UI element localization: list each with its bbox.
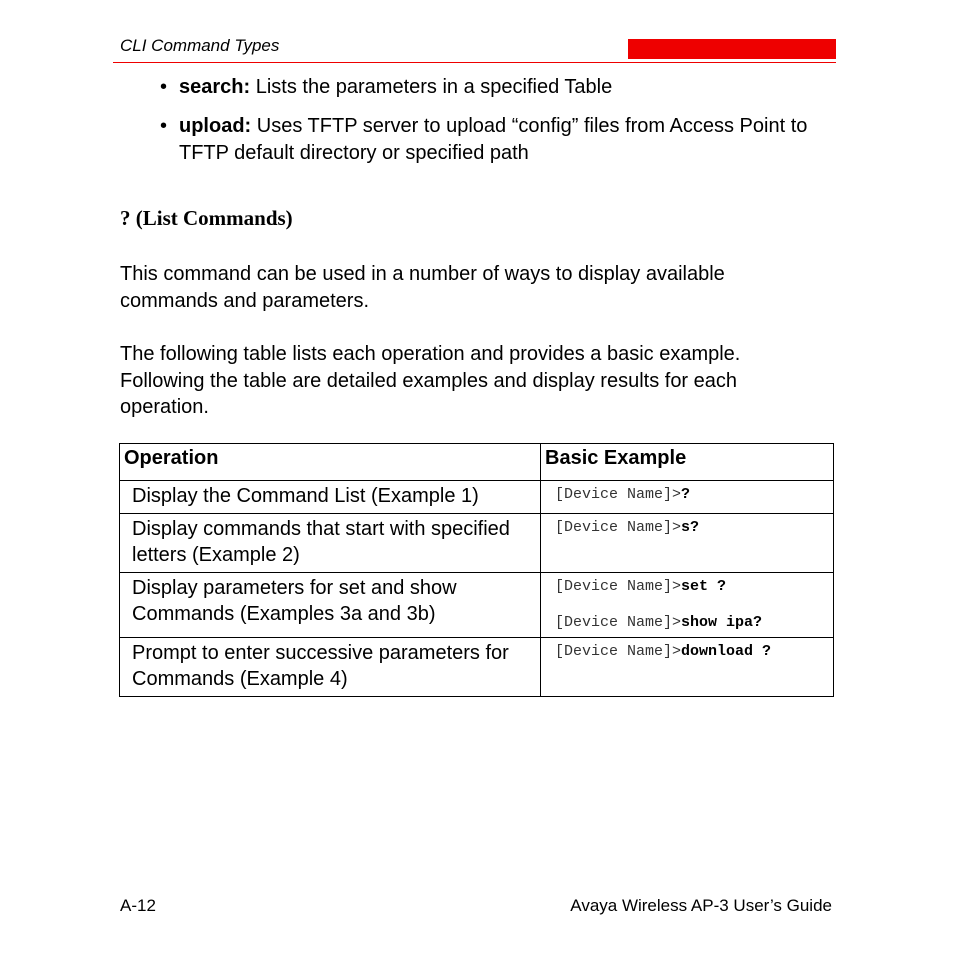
table-row [120,573,834,638]
bullet-text: Lists the parameters in a specified Table [255,76,613,98]
section-heading: ? (List Commands) [120,206,293,230]
running-header-title: CLI Command Types [120,36,280,55]
example-command: set ? [681,578,727,595]
operation-cell: Display parameters for set and show Commands (Examples 3a and 3b) [120,573,541,638]
example-line [555,642,825,662]
example-command: show ipa? [681,614,763,631]
book-title: Avaya Wireless AP-3 User’s Guide [570,896,832,915]
example-line [555,577,825,597]
example-prompt: [Device Name]> [555,614,682,631]
bullet-text: Uses TFTP server to upload “config” files from Access Point to TFTP default directory or specified path [179,115,808,164]
header-rule [113,62,836,63]
intro-paragraph: This command can be used in a number of ways to display available commands and parameters. [120,263,725,312]
operation-cell: Display the Command List (Example 1) [120,481,541,514]
example-cell [541,573,834,638]
page-number: A-12 [120,896,156,915]
table-row [120,481,834,514]
example-prompt: [Device Name]> [555,643,682,660]
example-line [555,613,825,633]
example-command: s? [681,519,700,536]
table-row [120,638,834,697]
bullet-dot: • [160,76,168,98]
table-intro-paragraph: The following table lists each operation and provides a basic example. Following the table are detailed examples and display results for each operation. [120,343,741,418]
example-command: ? [681,486,691,503]
example-cell [541,481,834,514]
example-prompt: [Device Name]> [555,519,682,536]
operation-cell: Prompt to enter successive parameters for Commands (Example 4) [120,638,541,697]
example-line [555,518,825,538]
header-operation: Operation [120,444,541,481]
example-prompt: [Device Name]> [555,486,682,503]
bullet-item-search [160,74,612,101]
bullet-dot: • [160,115,168,137]
example-prompt: [Device Name]> [555,578,682,595]
bullet-term: search: [179,76,251,98]
example-cell [541,638,834,697]
example-line [555,485,825,505]
example-command: download ? [681,643,772,660]
table-header-row [120,444,834,481]
operation-cell: Display commands that start with specified letters (Example 2) [120,514,541,573]
bullet-item-upload [160,113,840,167]
header-basic-example: Basic Example [541,444,834,481]
operations-table [119,443,834,697]
header-accent-bar [628,39,836,59]
bullet-term: upload: [179,115,252,137]
example-cell [541,514,834,573]
table-row [120,514,834,573]
